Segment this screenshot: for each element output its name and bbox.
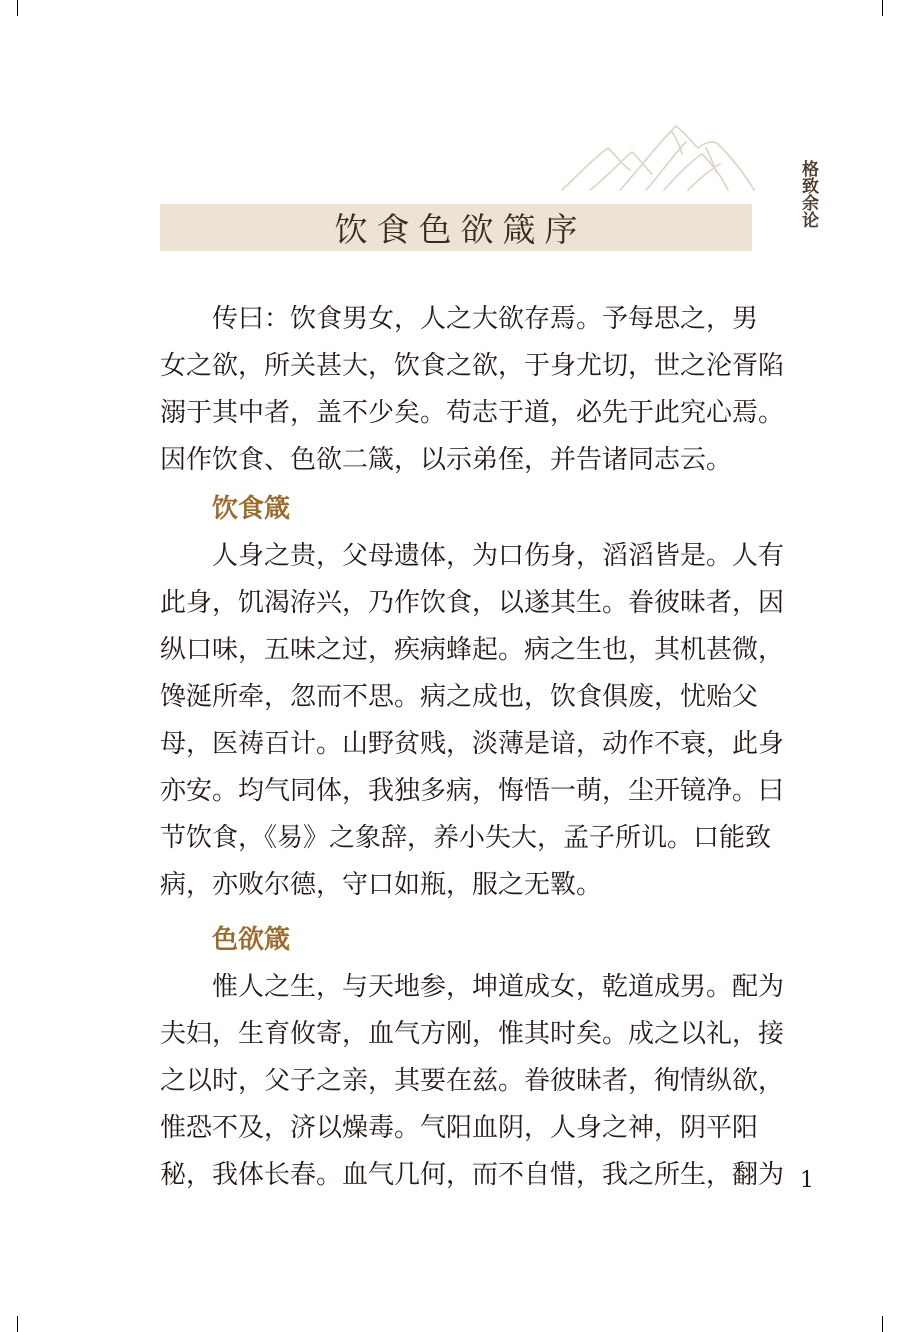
crop-mark-bottom-right	[882, 1316, 883, 1332]
intro-paragraph	[160, 296, 785, 484]
text-line: 惟人之生，与天地参，坤道成女，乾道成男。配为	[212, 972, 785, 1002]
text-line: 人身之贵，父母遗体，为口伤身，滔滔皆是。人有	[212, 541, 785, 571]
crop-mark-top-left	[17, 0, 18, 16]
text-line: 病，亦败尔德，守口如瓶，服之无斁。	[160, 870, 603, 900]
section-diet	[160, 486, 785, 909]
crop-mark-top-right	[882, 0, 883, 16]
text-line: 馋涎所牵，忽而不思。病之成也，饮食俱废，忧贻父	[160, 682, 759, 712]
text-line: 因作饮食、色欲二箴，以示弟侄，并告诸同志云。	[160, 445, 733, 475]
crop-mark-bottom-left	[17, 1316, 18, 1332]
text-line: 母，医祷百计。山野贫贱，淡薄是谙，动作不衰，此身	[160, 729, 785, 759]
text-line: 女之欲，所关甚大，饮食之欲，于身尤切，世之沦胥陷	[160, 351, 785, 381]
text-line: 此身，饥渴洊兴，乃作饮食，以遂其生。眷彼昧者，因	[160, 588, 785, 618]
text-line: 传曰：饮食男女，人之大欲存焉。予每思之，男	[212, 304, 759, 334]
section-heading: 饮食箴	[212, 494, 291, 524]
page-title: 饮食色欲箴序	[334, 210, 587, 249]
page-number: 1	[800, 1168, 814, 1193]
text-line: 惟恐不及，济以燥毒。气阳血阴，人身之神，阴平阳	[160, 1113, 759, 1143]
text-line: 之以时，父子之亲，其要在兹。眷彼昧者，徇情纵欲，	[160, 1066, 785, 1096]
running-head: 格致余论	[798, 160, 818, 228]
text-line: 节饮食，《易》之象辞，养小失大，孟子所讥。口能致	[160, 823, 772, 853]
text-line: 亦安。均气同体，我独多病，悔悟一萌，尘开镜净。曰	[160, 776, 785, 806]
title-bar	[160, 204, 752, 251]
text-line: 秘，我体长春。血气几何，而不自惜，我之所生，翻为	[160, 1160, 785, 1190]
text-line: 纵口味，五味之过，疾病蜂起。病之生也，其机甚微，	[160, 635, 785, 665]
mountain-decoration-icon	[560, 118, 756, 196]
text-line: 夫妇，生育攸寄，血气方刚，惟其时矣。成之以礼，接	[160, 1019, 785, 1049]
text-line: 溺于其中者，盖不少矣。苟志于道，必先于此究心焉。	[160, 398, 785, 428]
section-heading: 色欲箴	[212, 925, 291, 955]
section-desire	[160, 917, 785, 1199]
